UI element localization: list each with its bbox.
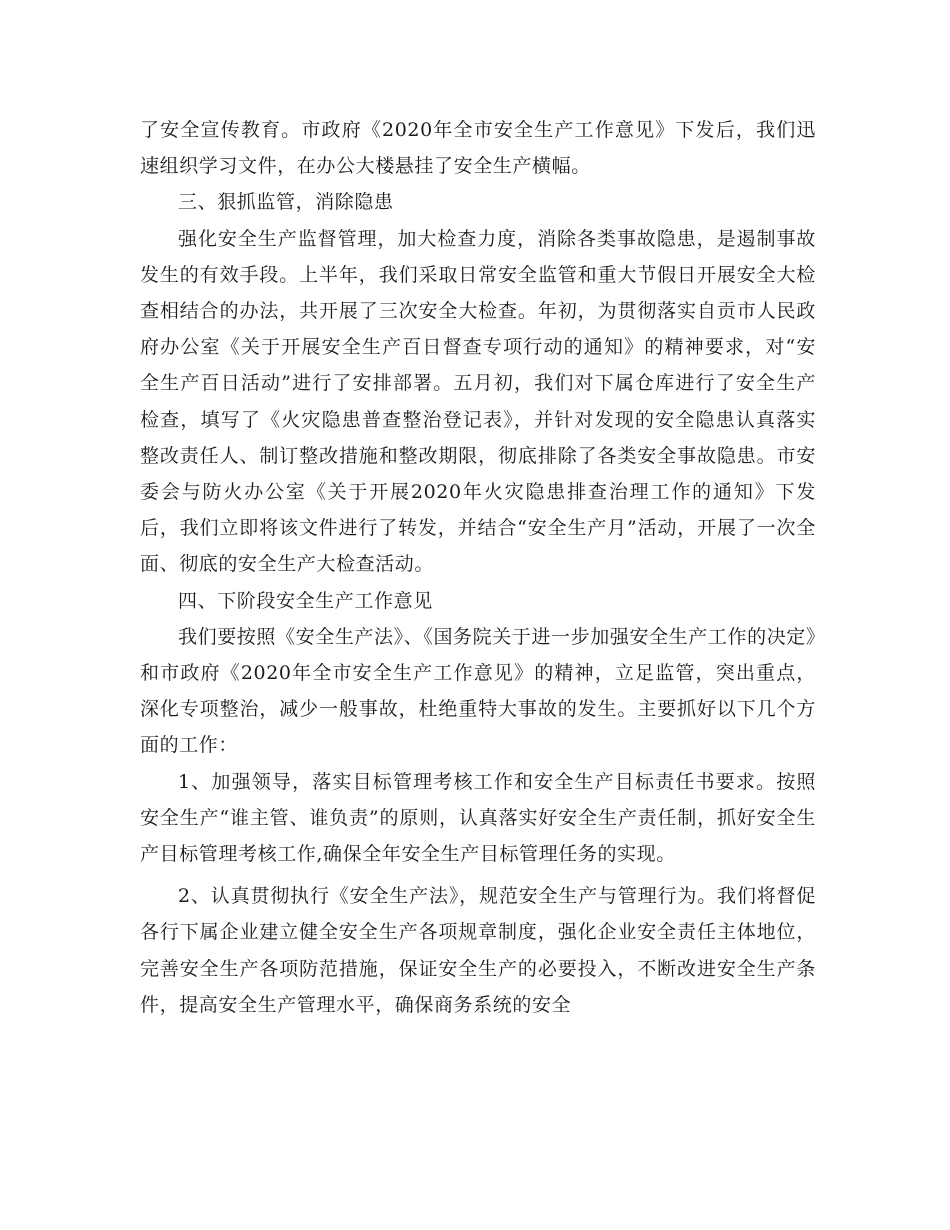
paragraph-supervision: 强化安全生产监督管理，加大检查力度，消除各类事故隐患，是遏制事故发生的有效手段。上半年，我们采取日常安全监管和重大节假日开展安全大检查相结合的办法，共开展了三次安全大检查。年初，为贯彻落实自贡市人民政府办公室《关于开展安全生产百日督查专项行动的通知》的精神要求，对“安全生产百日活动”进行了安排部署。五月初，我们对下属仓库进行了安全生产检查，填写了《火灾隐患普查整治登记表》，并针对发现的安全隐患认真落实整改责任人、制订整改措施和整改期限，彻底排除了各类安全事故隐患。市安委会与防火办公室《关于开展2020年火灾隐患排查治理工作的通知》下发后，我们立即将该文件进行了转发，并结合“安全生产月”活动，开展了一次全面、彻底的安全生产大检查活动。 bbox=[140, 227, 816, 576]
paragraph-item-2: 2、认真贯彻执行《安全生产法》，规范安全生产与管理行为。我们将督促各行下属企业建立健全安全生产各项规章制度，强化企业安全责任主体地位，完善安全生产各项防范措施，保证安全生产的必要投入，不断改进安全生产条件，提高安全生产管理水平，确保商务系统的安全 bbox=[140, 885, 816, 1016]
section-heading-3: 三、狠抓监管，消除隐患 bbox=[178, 191, 394, 214]
paragraph-item-1: 1、加强领导，落实目标管理考核工作和安全生产目标责任书要求。按照安全生产“谁主管、谁负责”的原则，认真落实好安全生产责任制，抓好安全生产目标管理考核工作,确保全年安全生产目标管理任务的实现。 bbox=[140, 770, 816, 866]
document-body bbox=[140, 112, 816, 1023]
section-heading-4: 四、下阶段安全生产工作意见 bbox=[178, 589, 433, 612]
paragraph-continuation: 了安全宣传教育。市政府《2020年全市安全生产工作意见》下发后，我们迅速组织学习文件，在办公大楼悬挂了安全生产横幅。 bbox=[140, 119, 816, 178]
paragraph-work-plan: 我们要按照《安全生产法》、《国务院关于进一步加强安全生产工作的决定》和市政府《2020年全市安全生产工作意见》的精神，立足监管，突出重点，深化专项整治，减少一般事故，杜绝重特大事故的发生。主要抓好以下几个方面的工作： bbox=[140, 625, 816, 757]
